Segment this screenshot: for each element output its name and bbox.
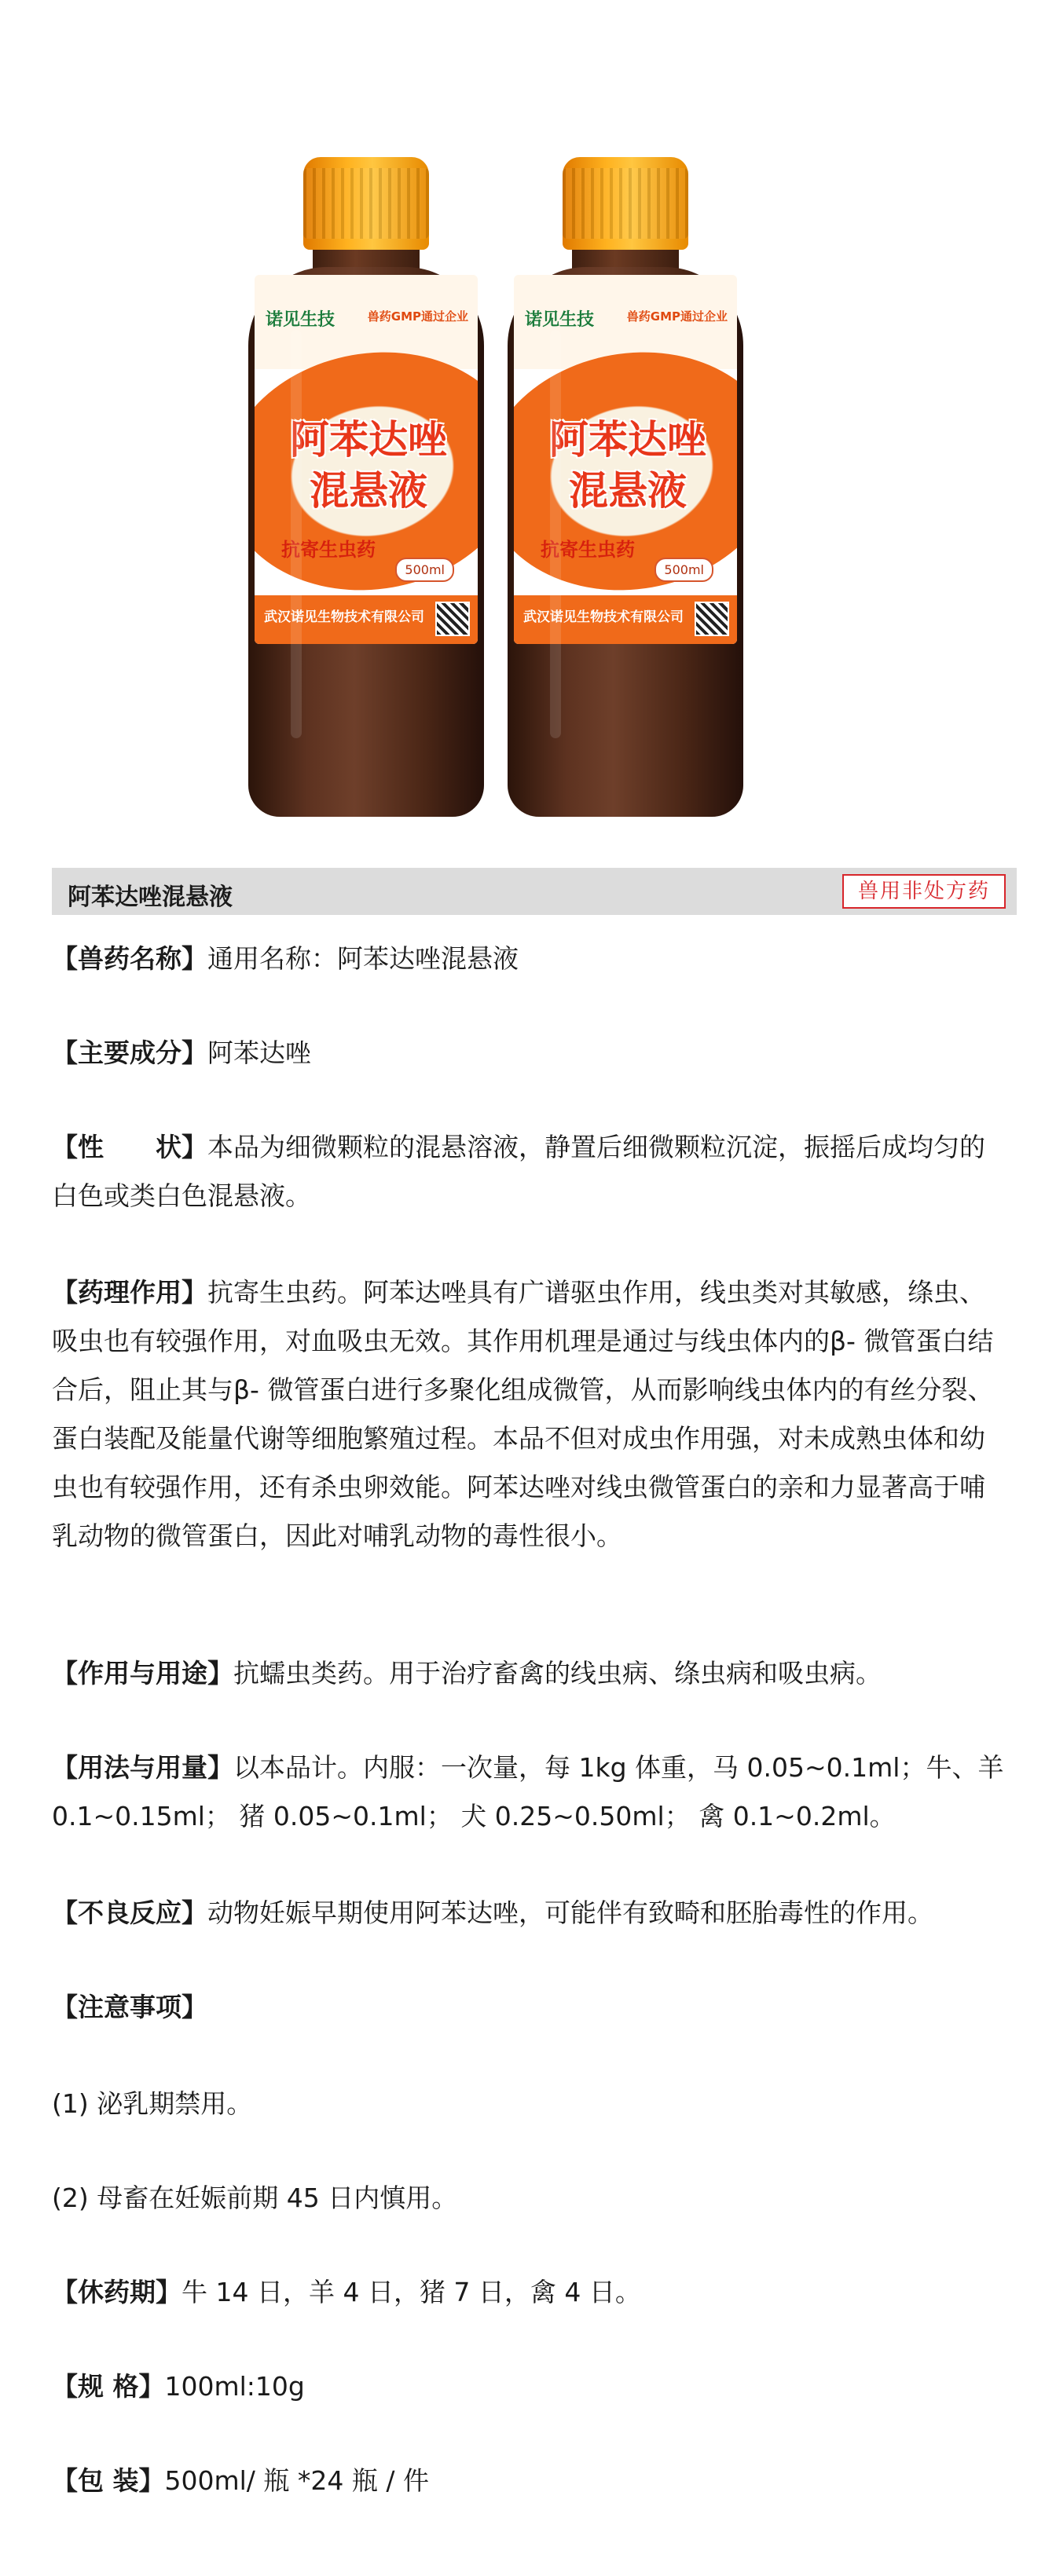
section-key: 【药理作用】 [52,1277,207,1308]
section-key: 【不良反应】 [52,1897,207,1928]
section-text: 通用名称：阿苯达唑混悬液 [207,943,519,974]
bottle-right [508,157,743,817]
section-key: 【主要成分】 [52,1037,207,1068]
section-text: 以本品计。内服：一次量，每 1kg 体重，马 0.05~0.1ml；牛、羊 0.1~0.15ml； 猪 0.05~0.1ml； 犬 0.25~0.50ml； 禽 0.1~0.2ml。 [52,1752,1004,1831]
qr-code-icon [695,602,729,636]
section-text: 抗蠕虫类药。用于治疗畜禽的线虫病、绦虫病和吸虫病。 [233,1658,882,1689]
product-title: 阿苯达唑混悬液 [68,884,233,911]
section-package [52,2457,1010,2505]
product-title-bar [52,868,1017,915]
section-drug-name [52,935,1010,983]
brand-logo: 诺见生技 [266,310,336,330]
section-text: 本品为细微颗粒的混悬溶液，静置后细微颗粒沉淀，振摇后成均匀的白色或类白色混悬液。 [52,1132,985,1211]
section-key: 【性 状】 [52,1132,207,1162]
section-key: 【注意事项】 [52,1992,207,2022]
caution-item-1 [52,2080,1010,2128]
volume-badge: 500ml [654,558,713,582]
bottle-cap [563,157,688,250]
section-text: 动物妊娠早期使用阿苯达唑，可能伴有致畸和胚胎毒性的作用。 [207,1897,933,1928]
brand-logo: 诺见生技 [525,310,595,330]
section-text: 500ml/ 瓶 *24 瓶 / 件 [164,2465,429,2496]
section-spec [52,2362,1010,2411]
bottle-left [248,157,484,817]
section-text: (2) 母畜在妊娠前期 45 日内慎用。 [52,2183,458,2213]
section-ingredient [52,1029,1010,1078]
label-title-line2: 混悬液 [310,468,427,514]
label-title-line1: 阿苯达唑 [290,417,447,463]
gmp-mark: 兽药GMP通过企业 [367,309,468,324]
label-company: 武汉诺见生物技术有限公司 [264,609,424,625]
section-pharmacology [52,1268,1010,1561]
label-subtitle: 抗寄生虫药 [281,539,376,561]
bottle-label [255,275,478,644]
section-key: 【包 装】 [52,2465,165,2496]
bottle-label [514,275,737,644]
section-property [52,1123,1010,1220]
otc-badge: 兽用非处方药 [842,874,1006,909]
section-text: 阿苯达唑 [207,1037,311,1068]
section-key: 【作用与用途】 [52,1658,233,1689]
gmp-mark: 兽药GMP通过企业 [626,309,728,324]
section-text: (1) 泌乳期禁用。 [52,2088,253,2119]
caution-item-2 [52,2174,1010,2223]
label-title-line1: 阿苯达唑 [549,417,706,463]
section-adverse [52,1889,1010,1937]
section-withdrawal [52,2268,1010,2317]
section-caution-heading [52,1983,1010,2032]
section-text: 牛 14 日，羊 4 日，猪 7 日，禽 4 日。 [182,2277,641,2307]
bottle-cap [303,157,429,250]
label-title-line2: 混悬液 [569,468,687,514]
section-key: 【休药期】 [52,2277,182,2307]
product-image [0,0,1056,848]
section-text: 抗寄生虫药。阿苯达唑具有广谱驱虫作用，线虫类对其敏感，绦虫、吸虫也有较强作用，对血吸虫无效。其作用机理是通过与线虫体内的β- 微管蛋白结合后，阻止其与β- 微管蛋白进行多聚化组成微管，从而影响线虫体内的有丝分裂、蛋白装配及能量代谢等细胞繁殖过程。本品不但对成虫作用强，对未成熟虫体和幼虫也有较强作用，还有杀虫卵效能。阿苯达唑对线虫微管蛋白的亲和力显著高于哺乳动物的微管蛋白，因此对哺乳动物的毒性很小。 [52,1277,994,1551]
volume-badge: 500ml [395,558,454,582]
section-key: 【兽药名称】 [52,943,207,974]
section-key: 【规 格】 [52,2371,165,2402]
section-key: 【用法与用量】 [52,1752,233,1783]
label-subtitle: 抗寄生虫药 [541,539,635,561]
label-company: 武汉诺见生物技术有限公司 [523,609,684,625]
section-text: 100ml:10g [164,2371,305,2402]
section-usage [52,1649,1010,1698]
section-dosage [52,1744,1010,1841]
qr-code-icon [435,602,470,636]
